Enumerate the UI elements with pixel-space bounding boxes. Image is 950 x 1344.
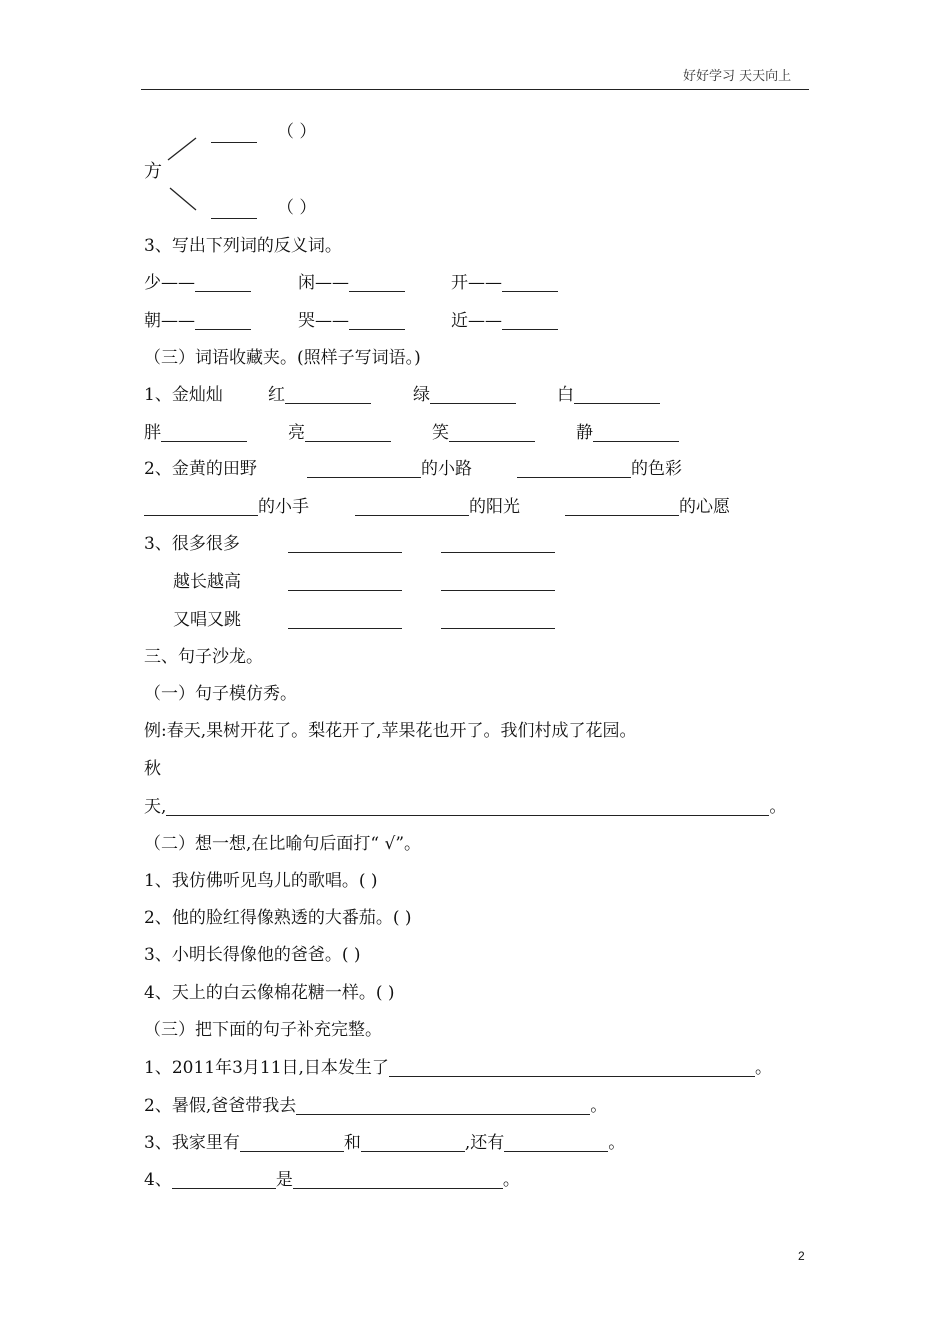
collect-q3-blank[interactable]	[288, 612, 402, 629]
autumn-line: 天, 。	[144, 797, 787, 817]
collect-q1-item: 静	[576, 425, 679, 442]
simile-title: （二）想一想,在比喻句后面打“ √”。	[144, 834, 422, 854]
collect-q2-item: 的心愿	[565, 499, 730, 516]
collect-q2-label: 2、金黄的田野	[144, 459, 257, 479]
simile-item: 1、我仿佛听见鸟儿的歌唱。( )	[144, 871, 378, 891]
fang-top-paren: （ ）	[277, 122, 317, 142]
antonym-item: 朝——	[144, 313, 251, 330]
collect-title: （三）词语收藏夹。(照样子写词语。)	[144, 348, 421, 368]
collect-q2-item: 的阳光	[355, 499, 520, 516]
collect-q3-blank[interactable]	[288, 536, 402, 553]
complete-item-1: 1、2011年3月11日,日本发生了 。	[144, 1058, 772, 1078]
sentences-title: 三、句子沙龙。	[144, 647, 263, 667]
collect-q3-blank[interactable]	[441, 612, 555, 629]
collect-q1-item: 亮	[288, 425, 391, 442]
collect-q3-label: 3、很多很多	[144, 534, 240, 554]
antonym-item: 开——	[451, 275, 558, 292]
complete-item-2: 2、暑假,爸爸带我去 。	[144, 1096, 608, 1116]
collect-q3-row3: 又唱又跳	[173, 610, 241, 630]
collect-q3-blank[interactable]	[441, 574, 555, 591]
fang-branch-lines	[166, 128, 200, 218]
example-sentence: 例:春天,果树开花了。梨花开了,苹果花也开了。我们村成了花园。	[144, 721, 637, 741]
simile-item: 3、小明长得像他的爸爸。( )	[144, 945, 361, 965]
collect-q3-row2: 越长越高	[173, 572, 241, 592]
collect-q1-label: 1、金灿灿	[144, 385, 223, 405]
imitate-title: （一）句子模仿秀。	[144, 684, 297, 704]
header-rule	[141, 89, 809, 90]
antonyms-title: 3、写出下列词的反义词。	[144, 236, 342, 256]
simile-item: 4、天上的白云像棉花糖一样。( )	[144, 983, 395, 1003]
antonym-item: 近——	[451, 313, 558, 330]
collect-q1-item: 胖	[144, 425, 247, 442]
collect-q2-item: 的小手	[144, 499, 309, 516]
collect-q2-item: 的色彩	[517, 461, 682, 478]
collect-q1-item: 红	[268, 387, 371, 404]
collect-q3-blank[interactable]	[441, 536, 555, 553]
autumn-char: 秋	[144, 759, 161, 779]
complete-item-4: 4、 是 。	[144, 1170, 520, 1190]
fang-char: 方	[144, 161, 162, 182]
antonym-item: 哭——	[298, 313, 405, 330]
fang-top-blank[interactable]	[211, 126, 257, 143]
collect-q2-item: 的小路	[307, 461, 472, 478]
fang-bottom-blank[interactable]	[211, 202, 257, 219]
page-number: 2	[798, 1249, 805, 1263]
collect-q1-item: 白	[557, 387, 660, 404]
complete-item-3: 3、我家里有 和 ,还有 。	[144, 1133, 626, 1153]
antonym-item: 闲——	[298, 275, 405, 292]
collect-q3-blank[interactable]	[288, 574, 402, 591]
simile-item: 2、他的脸红得像熟透的大番茄。( )	[144, 908, 412, 928]
antonym-item: 少——	[144, 275, 251, 292]
complete-title: （三）把下面的句子补充完整。	[144, 1020, 382, 1040]
collect-q1-item: 笑	[432, 425, 535, 442]
collect-q1-item: 绿	[413, 387, 516, 404]
header-text: 好好学习 天天向上	[683, 69, 792, 84]
fang-bottom-paren: （ ）	[277, 198, 317, 218]
